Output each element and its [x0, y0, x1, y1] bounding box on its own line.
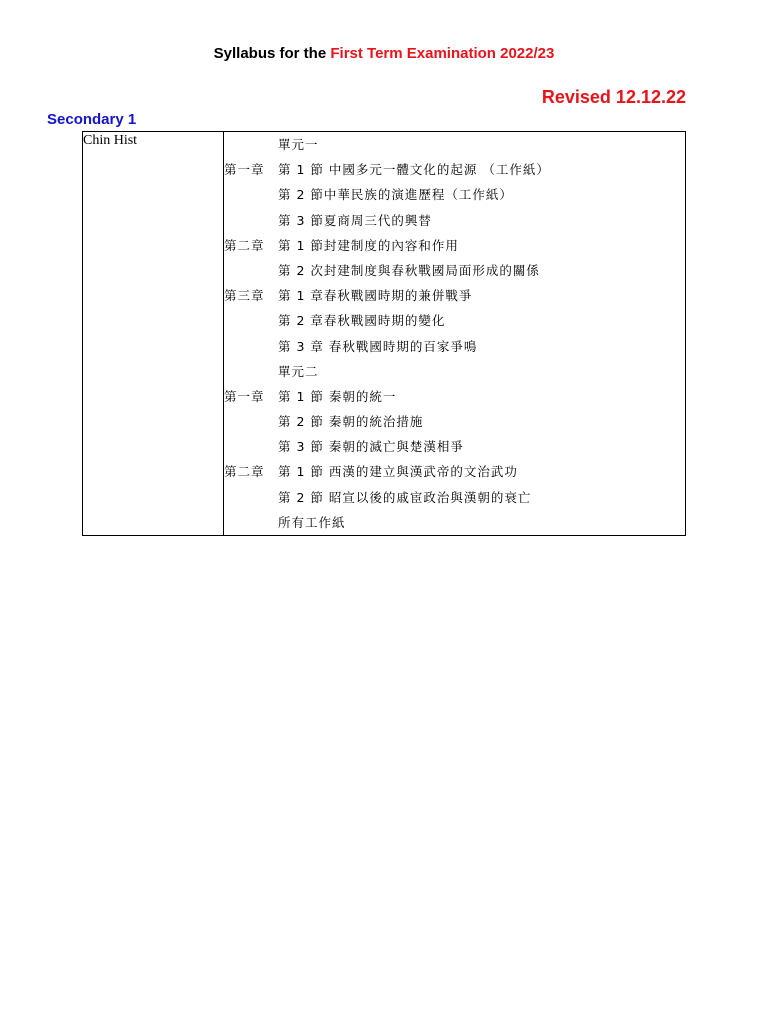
content-line [224, 208, 685, 233]
revised-date: Revised 12.12.22 [541, 87, 686, 107]
section-text: 第 2 節 秦朝的統治措施 [278, 414, 424, 430]
chapter-label: 第二章 [224, 464, 265, 480]
title-highlight: First Term Examination 2022/23 [330, 45, 555, 62]
chapter-label [224, 409, 278, 434]
table-row [83, 132, 686, 536]
chapter-label [224, 485, 278, 510]
content-line [224, 409, 685, 434]
content-line [224, 182, 685, 207]
syllabus-table [82, 131, 686, 536]
content-line [224, 510, 685, 535]
section-text: 單元一 [278, 137, 319, 152]
content-line [224, 384, 685, 409]
chapter-label [224, 308, 278, 333]
section-text: 第 1 節 秦朝的統一 [278, 388, 397, 404]
content-line [224, 132, 685, 157]
title-prefix: Syllabus for the [213, 45, 331, 62]
section-text: 第 1 節 中國多元一體文化的起源 （工作紙） [278, 162, 550, 178]
content-line [224, 459, 685, 484]
chapter-label: 第一章 [224, 162, 265, 178]
chapter-label: 第一章 [224, 388, 265, 404]
page-title [0, 45, 768, 62]
content-line [224, 359, 685, 384]
level-heading: Secondary 1 [47, 111, 137, 128]
section-text: 所有工作紙 [278, 514, 346, 530]
section-text: 第 3 章 春秋戰國時期的百家爭鳴 [278, 338, 478, 354]
section-text: 第 3 節 秦朝的滅亡與楚漢相爭 [278, 439, 464, 455]
chapter-label [224, 182, 278, 207]
section-text: 第 1 節封建制度的內容和作用 [278, 237, 459, 253]
content-line [224, 283, 685, 308]
chapter-label [224, 334, 278, 359]
content-cell [224, 132, 686, 536]
chapter-label: 第二章 [224, 237, 265, 253]
content-line [224, 434, 685, 459]
chapter-label [224, 258, 278, 283]
chapter-label [224, 132, 278, 157]
chapter-label [224, 434, 278, 459]
content-line [224, 233, 685, 258]
section-text: 第 1 章春秋戰國時期的兼併戰爭 [278, 288, 473, 304]
section-text: 第 3 節夏商周三代的興替 [278, 212, 432, 228]
subject-label: Chin Hist [83, 133, 138, 148]
subject-cell [83, 132, 224, 536]
section-text: 單元二 [278, 363, 319, 379]
chapter-label [224, 359, 278, 384]
section-text: 第 2 節 昭宣以後的戚宦政治與漢朝的衰亡 [278, 489, 532, 505]
section-text: 第 2 次封建制度與春秋戰國局面形成的關係 [278, 262, 540, 278]
chapter-label [224, 208, 278, 233]
content-line [224, 157, 685, 182]
section-text: 第 1 節 西漢的建立與漢武帝的文治武功 [278, 464, 518, 480]
chapter-label: 第三章 [224, 288, 265, 304]
content-line [224, 485, 685, 510]
content-line [224, 334, 685, 359]
content-line [224, 258, 685, 283]
chapter-label [224, 510, 278, 535]
content-line [224, 308, 685, 333]
section-text: 第 2 節中華民族的演進歷程（工作紙） [278, 187, 513, 203]
section-text: 第 2 章春秋戰國時期的變化 [278, 313, 446, 329]
